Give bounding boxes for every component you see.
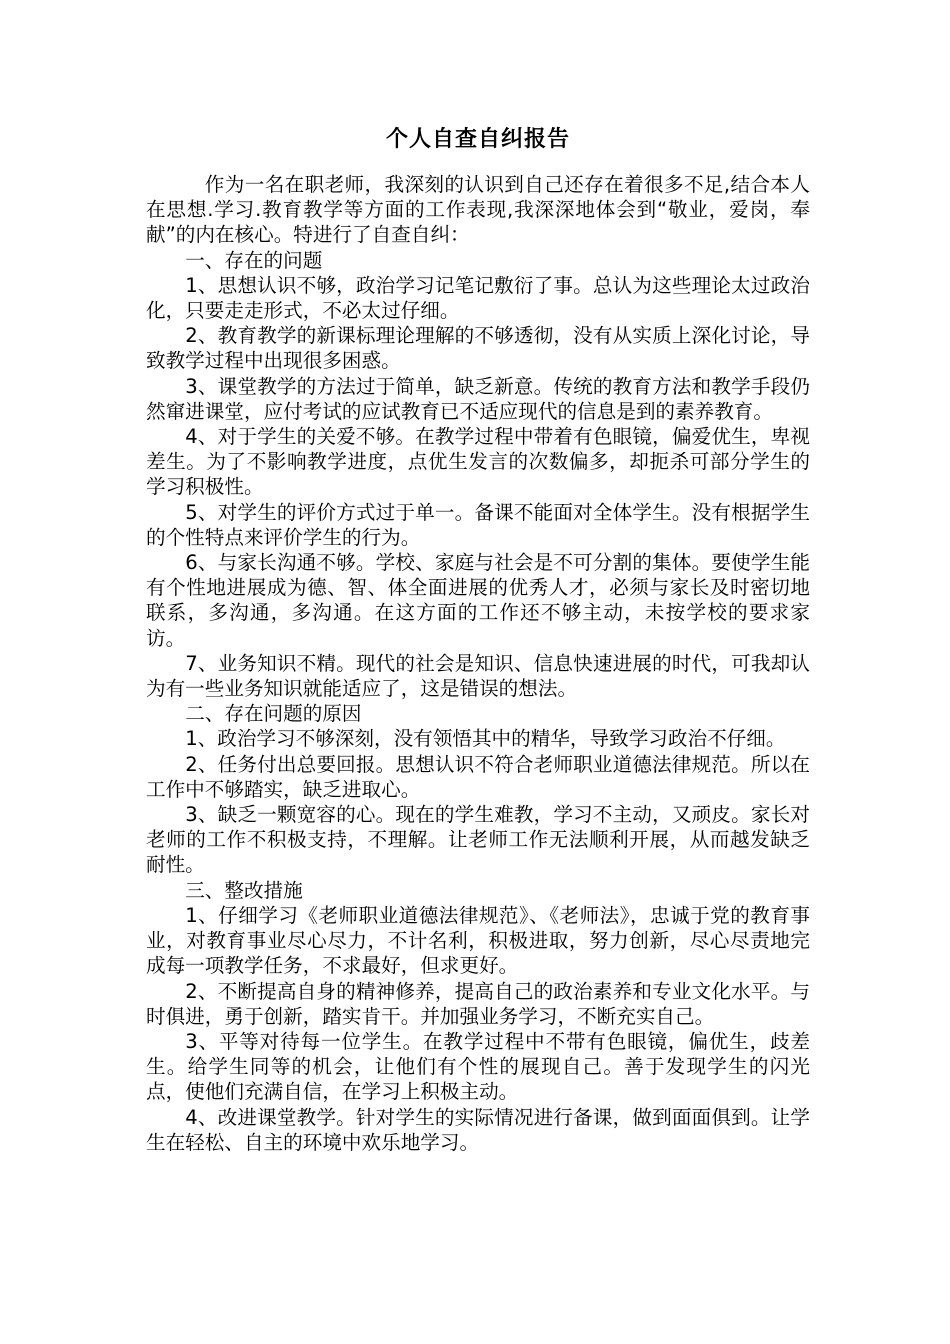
list-item: 2、不断提高自身的精神修养，提高自己的政治素养和专业文化水平。与时俱进，勇于创新，踏实肯干。并加强业务学习，不断充实自己。 [146,979,810,1028]
list-item: 3、平等对待每一位学生。在教学过程中不带有色眼镜，偏优生，歧差生。给学生同等的机会，让他们有个性的展现自己。善于发现学生的闪光点，使他们充满自信，在学习上积极主动。 [146,1029,810,1104]
list-item: 6、与家长沟通不够。学校、家庭与社会是不可分割的集体。要使学生能有个性地进展成为德、智、体全面进展的优秀人才，必须与家长及时密切地联系，多沟通，多沟通。在这方面的工作还不够主动，未按学校的要求家访。 [146,551,810,650]
document-page [146,120,810,1155]
intro-paragraph: 作为一名在职老师，我深刻的认识到自己还存在着很多不足,结合本人在思想.学习.教育教学等方面的工作表现,我深深地体会到“敬业，爱岗，奉献”的内在核心。特进行了自查自纠： [146,173,810,247]
list-item: 1、仔细学习《老师职业道德法律规范》、《老师法》，忠诚于党的教育事业，对教育事业尽心尽力，不计名利，积极进取，努力创新，尽心尽责地完成每一项教学任务，不求最好，但求更好。 [146,903,810,978]
section-problems [146,248,810,702]
list-item: 5、对学生的评价方式过于单一。备课不能面对全体学生。没有根据学生的个性特点来评价学生的行为。 [146,500,810,549]
section-causes [146,701,810,877]
list-item: 2、任务付出总要回报。思想认识不符合老师职业道德法律规范。所以在工作中不够踏实，缺乏进取心。 [146,752,810,801]
section-heading: 一、存在的问题 [185,248,323,272]
list-item: 3、缺乏一颗宽容的心。现在的学生难教，学习不主动，又顽皮。家长对老师的工作不积极支持，不理解。让老师工作无法顺利开展，从而越发缺乏耐性。 [146,803,810,877]
list-item: 7、业务知识不精。现代的社会是知识、信息快速进展的时代，可我却认为有一些业务知识就能适应了，这是错误的想法。 [146,651,810,701]
page-title: 个人自查自纠报告 [385,127,570,152]
section-measures [146,878,810,1155]
list-item: 3、课堂教学的方法过于简单，缺乏新意。传统的教育方法和教学手段仍然窜进课堂，应付考试的应试教育已不适应现代的信息是到的素养教育。 [146,374,810,423]
list-item: 1、思想认识不够，政治学习记笔记敷衍了事。总认为这些理论太过政治化，只要走走形式，不必太过仔细。 [146,273,810,323]
list-item: 4、改进课堂教学。针对学生的实际情况进行备课，做到面面俱到。让学生在轻松、自主的环境中欢乐地学习。 [146,1105,810,1154]
list-item: 2、教育教学的新课标理论理解的不够透彻，没有从实质上深化讨论，导致教学过程中出现很多困惑。 [146,324,810,373]
section-heading: 二、存在问题的原因 [185,702,362,726]
list-item: 1、政治学习不够深刻，没有领悟其中的精华，导致学习政治不仔细。 [185,727,786,751]
list-item: 4、对于学生的关爱不够。在教学过程中带着有色眼镜，偏爱优生，卑视差生。为了不影响教学进度，点优生发言的次数偏多，却扼杀可部分学生的学习积极性。 [146,425,810,499]
section-heading: 三、整改措施 [185,878,303,902]
